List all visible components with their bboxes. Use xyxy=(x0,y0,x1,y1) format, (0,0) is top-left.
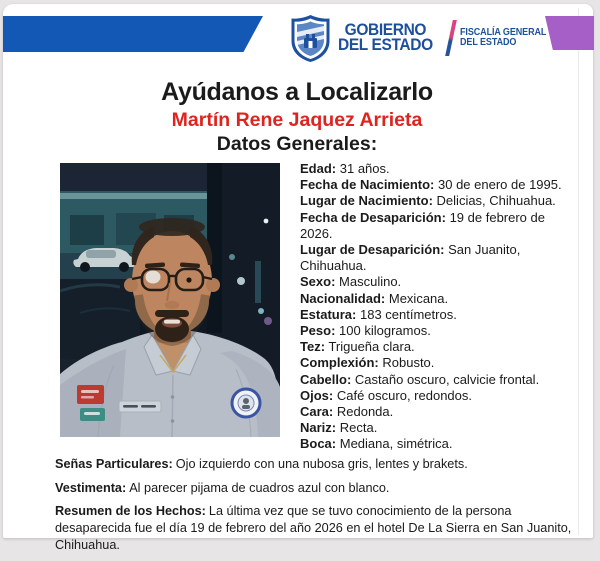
page-title: Ayúdanos a Localizarlo xyxy=(161,78,433,106)
field-value: Trigueña clara. xyxy=(328,339,415,355)
field-value: 100 kilogramos. xyxy=(339,323,431,339)
detail-label: Resumen de los Hechos: xyxy=(55,504,206,518)
field-value: Redonda. xyxy=(336,404,394,420)
title-block xyxy=(0,78,594,156)
field-row xyxy=(300,339,580,355)
header-blue-band xyxy=(3,16,263,52)
logo-dept-name xyxy=(460,28,546,48)
logo-org-name xyxy=(338,23,433,53)
field-value: Castaño oscuro, calvicie frontal. xyxy=(354,371,540,387)
field-row xyxy=(300,372,580,388)
government-logo xyxy=(290,12,554,64)
person-name: Martín Rene Jaquez Arrieta xyxy=(171,109,423,131)
details-section xyxy=(55,456,575,561)
field-value: Recta. xyxy=(339,420,378,436)
logo-org-line2: DEL ESTADO xyxy=(338,36,433,54)
section-heading: Datos Generales: xyxy=(216,133,378,155)
person-photo-illustration xyxy=(60,163,280,437)
field-label: Fecha de Desaparición: xyxy=(300,209,446,225)
detail-text: Al parecer pijama de cuadros azul con blanco. xyxy=(129,480,390,495)
field-label: Edad: xyxy=(300,161,337,176)
field-value: 19 de febrero de 2026. xyxy=(300,209,545,241)
field-row xyxy=(300,436,580,452)
field-value: 31 años. xyxy=(339,161,390,176)
field-label: Cabello: xyxy=(300,371,352,387)
field-value: 30 de enero de 1995. xyxy=(438,177,562,193)
field-row xyxy=(300,323,580,339)
general-data-list xyxy=(300,161,580,453)
field-row xyxy=(300,274,580,290)
field-label: Fecha de Nacimiento: xyxy=(300,177,435,193)
field-row xyxy=(300,420,580,436)
field-value: Masculino. xyxy=(339,274,402,290)
field-row xyxy=(300,388,580,404)
detail-paragraph xyxy=(55,456,575,473)
field-value: Café oscuro, redondos. xyxy=(336,387,472,403)
missing-person-photo xyxy=(60,163,280,437)
field-value: Mexicana. xyxy=(388,290,449,306)
field-row xyxy=(300,291,580,307)
logo-org-line1: GOBIERNO xyxy=(344,21,427,39)
field-label: Estatura: xyxy=(300,306,357,322)
field-value: Mediana, simétrica. xyxy=(339,436,453,452)
detail-label: Señas Particulares: xyxy=(55,457,173,471)
detail-text: La última vez que se tuvo conocimiento de la persona desaparecida fue el día 19 de febrero del año 2026 en el hotel De La Sierra en San Juanito, Chihuahua. xyxy=(55,504,572,552)
logo-dept-line1: FISCALÍA GENERAL xyxy=(460,27,547,39)
detail-paragraph xyxy=(55,503,575,554)
field-label: Nariz: xyxy=(300,420,337,436)
field-row xyxy=(300,404,580,420)
field-label: Complexión: xyxy=(300,355,379,371)
field-row xyxy=(300,307,580,323)
field-value: San Juanito, Chihuahua. xyxy=(300,242,521,274)
state-shield-icon xyxy=(290,14,331,63)
field-row xyxy=(300,242,580,274)
field-row xyxy=(300,193,580,209)
field-label: Boca: xyxy=(300,436,337,452)
field-label: Sexo: xyxy=(300,274,336,290)
field-value: Delicias, Chihuahua. xyxy=(436,193,556,209)
detail-label: Vestimenta: xyxy=(55,480,127,495)
field-label: Lugar de Desaparición: xyxy=(300,242,445,258)
field-label: Lugar de Nacimiento: xyxy=(300,193,433,209)
field-label: Cara: xyxy=(300,404,334,420)
logo-dept-line2: DEL ESTADO xyxy=(460,37,517,48)
field-label: Tez: xyxy=(300,339,326,355)
logo-divider xyxy=(445,20,456,56)
field-label: Ojos: xyxy=(300,387,334,403)
field-value: Robusto. xyxy=(382,355,435,371)
detail-text: Ojo izquierdo con una nubosa gris, lentes y brakets. xyxy=(175,457,468,471)
field-label: Nacionalidad: xyxy=(300,290,386,306)
field-row xyxy=(300,177,580,193)
field-row xyxy=(300,161,580,177)
field-row xyxy=(300,355,580,371)
field-value: 183 centímetros. xyxy=(359,306,457,322)
detail-paragraph xyxy=(55,480,575,497)
field-row xyxy=(300,210,580,242)
field-label: Peso: xyxy=(300,323,336,339)
